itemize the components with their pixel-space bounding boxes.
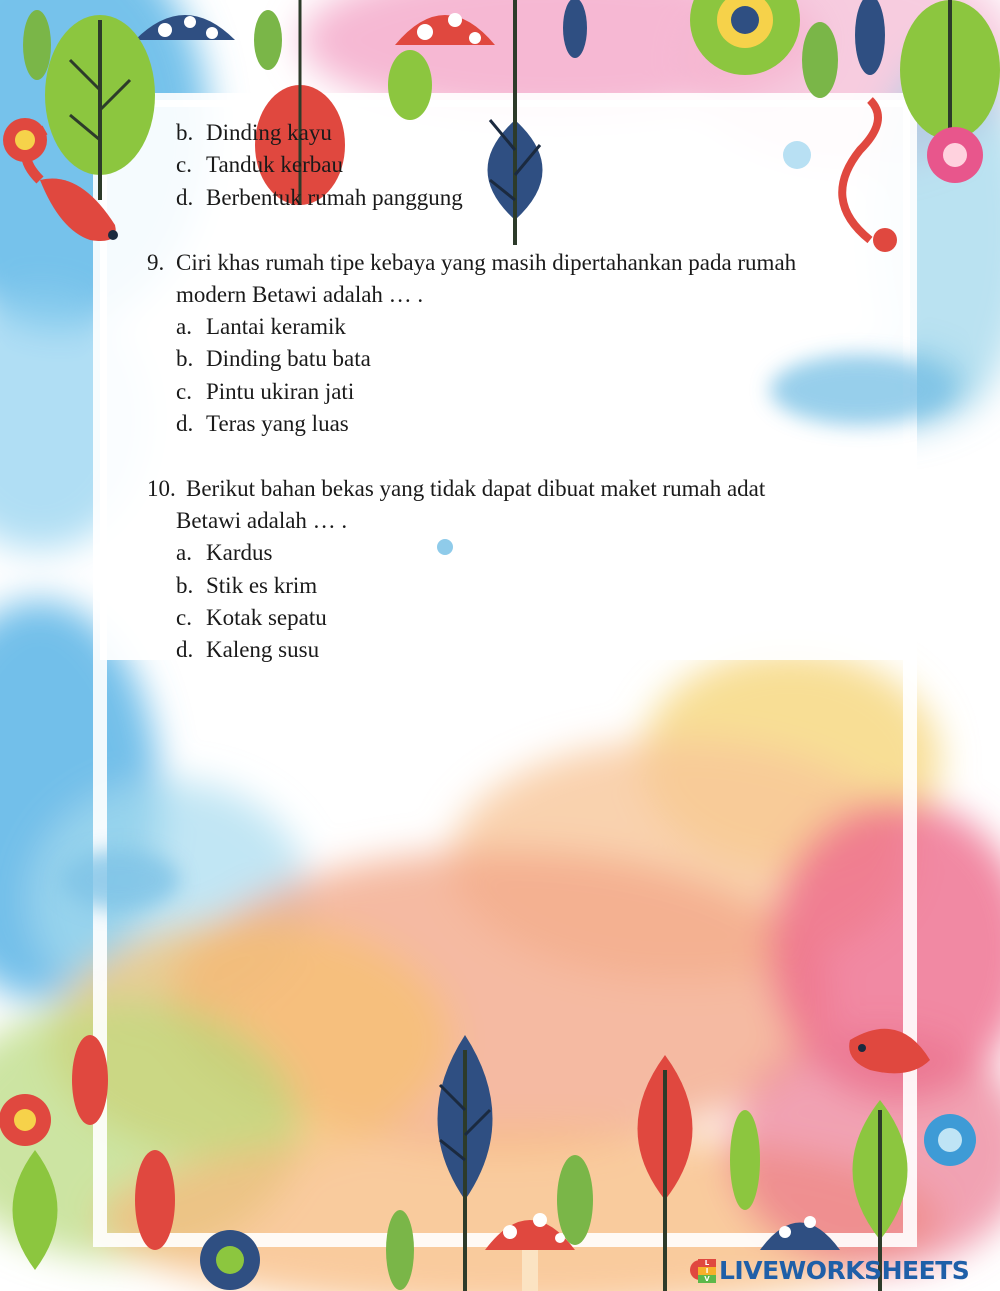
liveworksheets-watermark[interactable] — [698, 1256, 969, 1286]
option-letter: d. — [176, 637, 194, 662]
option-text: Kaleng susu — [206, 637, 320, 662]
option-text: Dinding kayu — [206, 120, 332, 145]
option-letter: a. — [176, 314, 192, 339]
option-letter: d. — [176, 185, 194, 210]
question-text-line: Ciri khas rumah tipe kebaya yang masih dipertahankan pada rumah — [176, 250, 797, 275]
question-text-line: modern Betawi adalah … . — [176, 282, 424, 307]
question-number: 9. — [147, 250, 165, 275]
option-text: Lantai keramik — [206, 314, 346, 339]
option-text: Teras yang luas — [206, 411, 349, 436]
option-text: Berbentuk rumah panggung — [206, 185, 463, 210]
liveworksheets-logo-icon: L I V — [698, 1259, 716, 1283]
option-text: Dinding batu bata — [206, 346, 371, 371]
option-letter: c. — [176, 152, 192, 177]
option-text: Kotak sepatu — [206, 605, 327, 630]
option-text: Kardus — [206, 540, 273, 565]
option-text: Tanduk kerbau — [206, 152, 343, 177]
option-letter: b. — [176, 120, 194, 145]
option-letter: d. — [176, 411, 194, 436]
watermark-text: LIVEWORKSHEETS — [719, 1256, 970, 1285]
question-text-line: Berikut bahan bekas yang tidak dapat dibuat maket rumah adat — [186, 476, 766, 501]
question-text-line: Betawi adalah … . — [176, 508, 348, 533]
option-letter: a. — [176, 540, 192, 565]
option-letter: c. — [176, 605, 192, 630]
option-letter: b. — [176, 346, 194, 371]
option-text: Stik es krim — [206, 573, 318, 598]
option-text: Pintu ukiran jati — [206, 379, 355, 404]
option-letter: b. — [176, 573, 194, 598]
question-number: 10. — [147, 476, 176, 501]
option-letter: c. — [176, 379, 192, 404]
